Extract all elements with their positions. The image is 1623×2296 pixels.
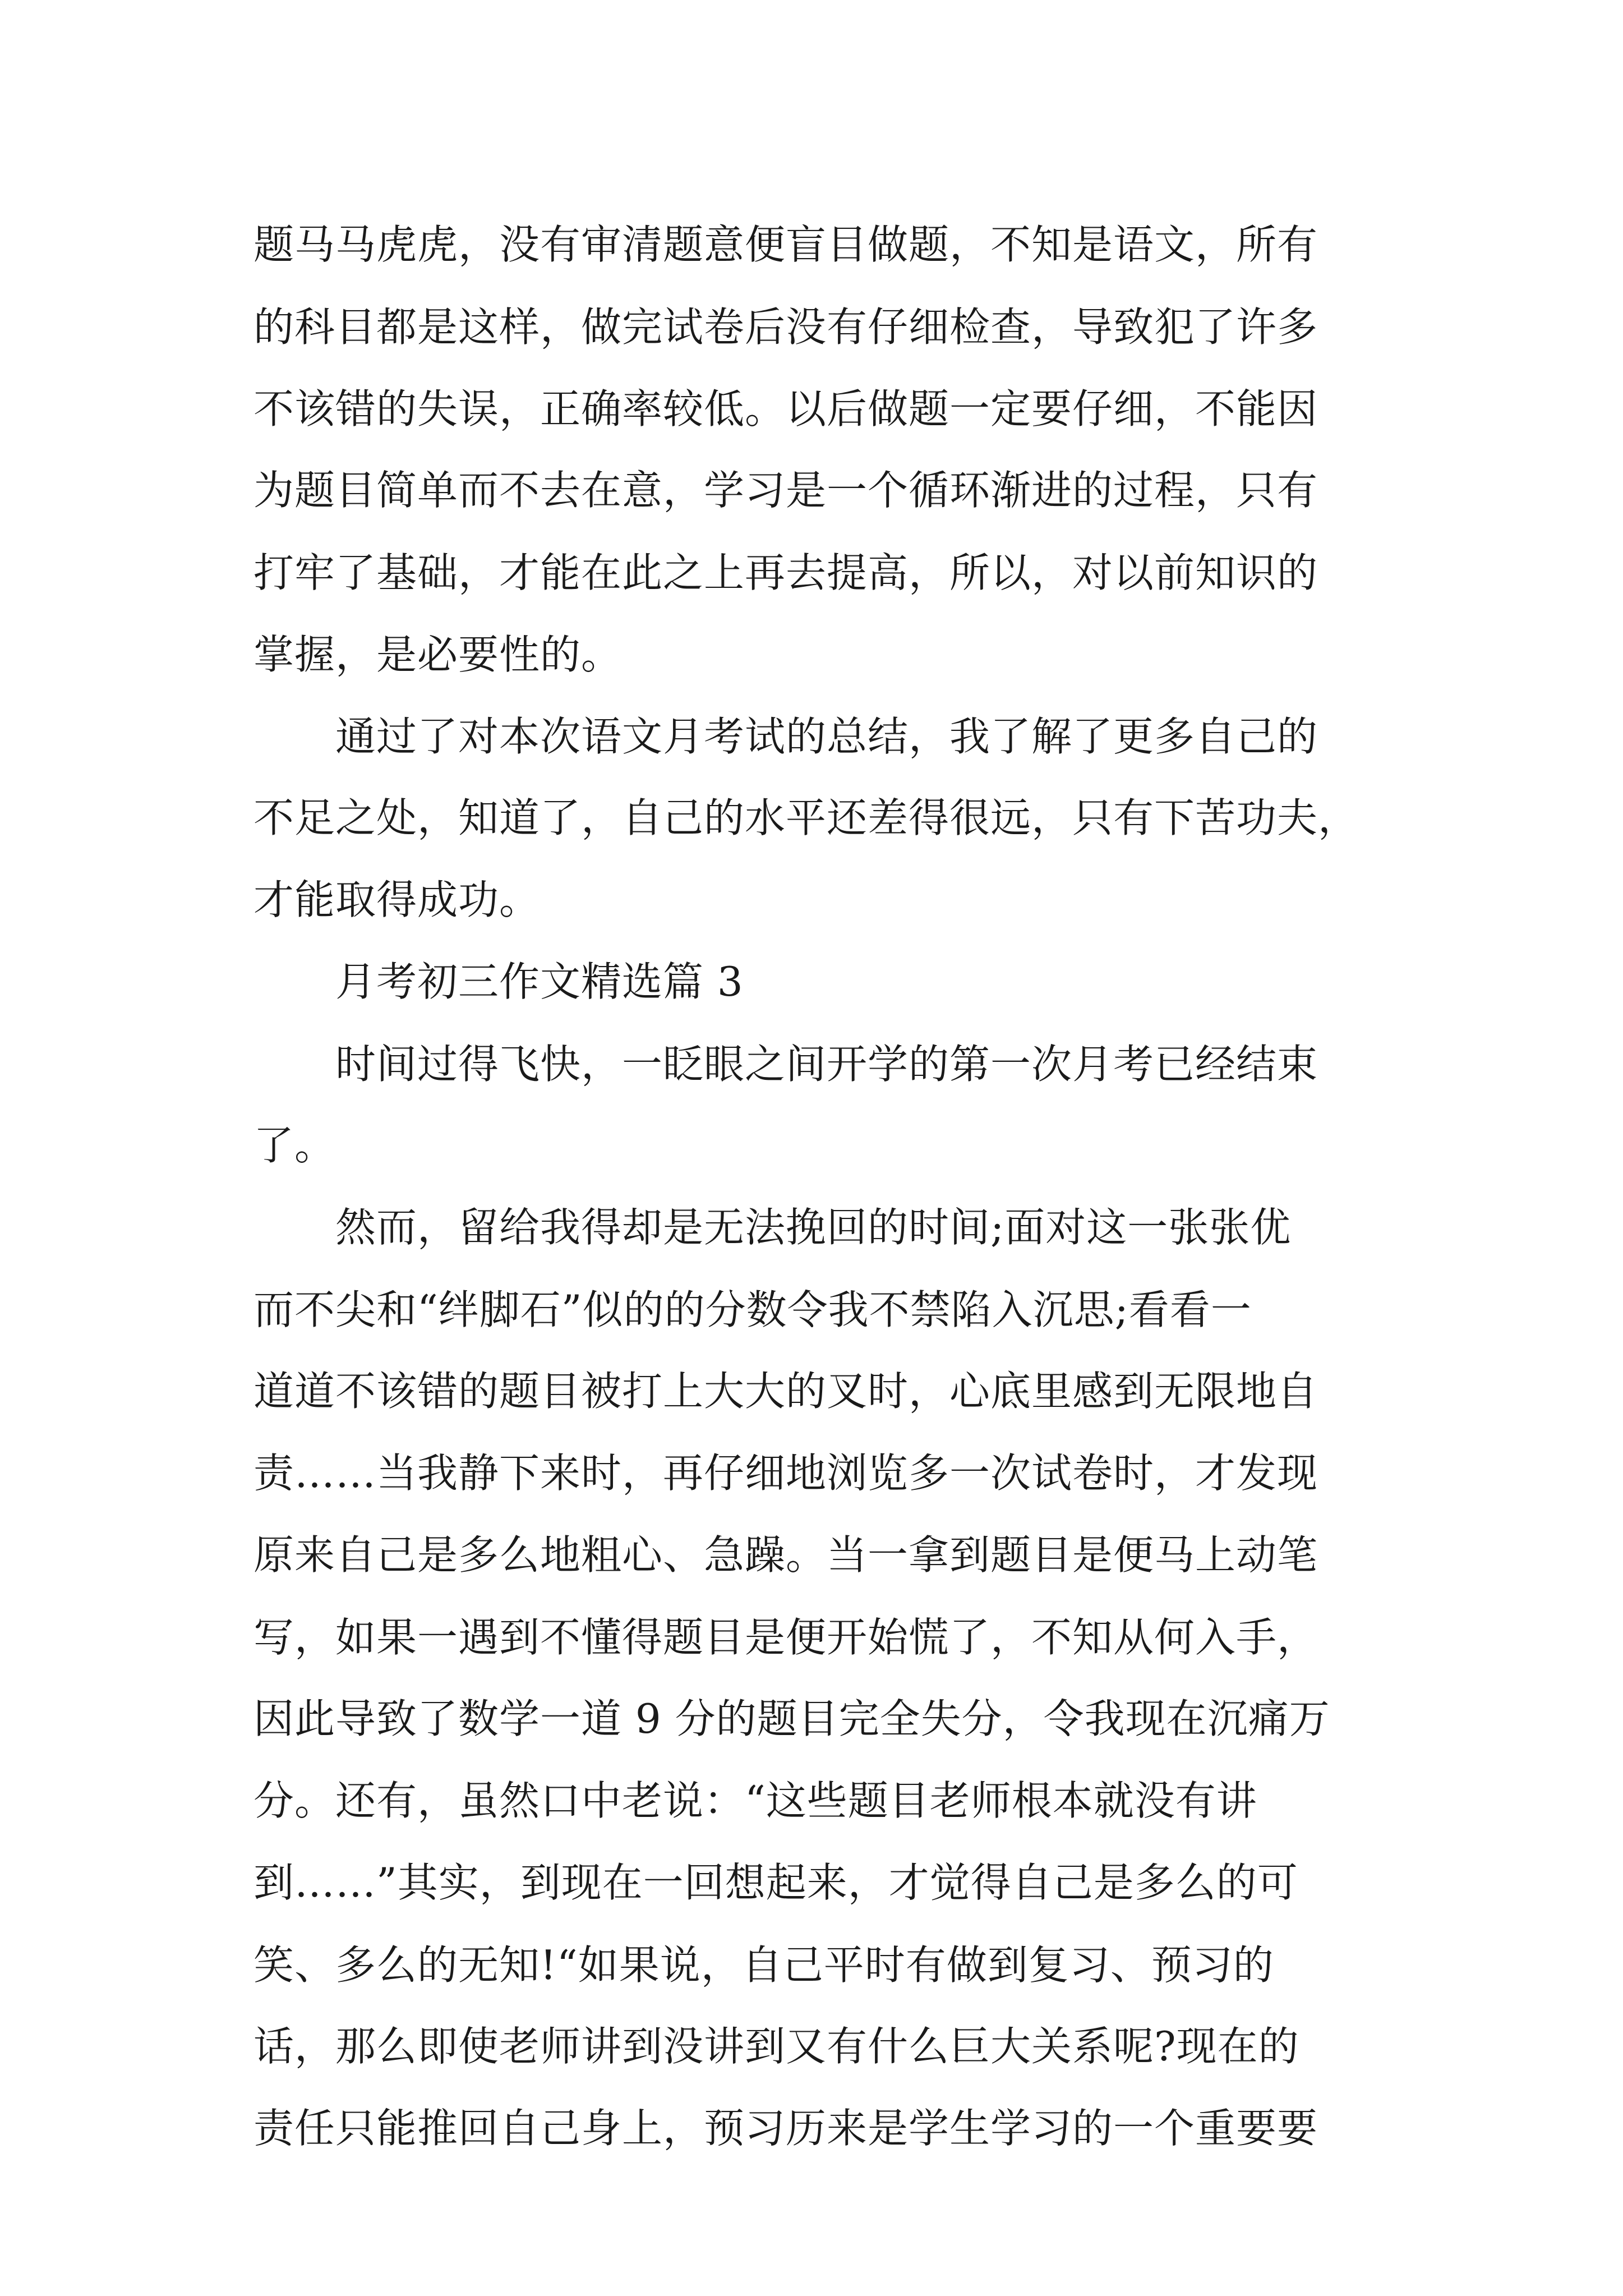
text-line: 责任只能推回自己身上，预习历来是学生学习的一个重要要: [253, 2105, 1318, 2152]
text-line: 不足之处，知道了，自己的水平还差得很远，只有下苦功夫，: [253, 794, 1359, 841]
text-line: 分。还有，虽然口中老说：“这些题目老师根本就没有讲: [253, 1777, 1257, 1824]
text-line: 了。: [253, 1122, 336, 1169]
text-line: 写，如果一遇到不懂得题目是便开始慌了，不知从何入手，: [253, 1614, 1318, 1661]
text-line: 的科目都是这样，做完试卷后没有仔细检查，导致犯了许多: [253, 303, 1318, 351]
text-line: 原来自己是多么地粗心、急躁。当一拿到题目是便马上动笔: [253, 1531, 1318, 1579]
text-line: 时间过得飞快，一眨眼之间开学的第一次月考已经结束: [335, 1041, 1318, 1088]
text-line: 话，那么即使老师讲到没讲到又有什么巨大关系呢?现在的: [253, 2023, 1299, 2070]
text-line: 因此导致了数学一道 9 分的题目完全失分，令我现在沉痛万: [253, 1695, 1330, 1742]
text-line: 才能取得成功。: [253, 876, 541, 923]
text-line: 责……当我静下来时，再仔细地浏览多一次试卷时，才发现: [253, 1450, 1318, 1497]
text-line: 题马马虎虎，没有审清题意便盲目做题，不知是语文，所有: [253, 221, 1318, 268]
text-line: 掌握，是必要性的。: [253, 631, 623, 678]
text-line: 打牢了基础，才能在此之上再去提高，所以，对以前知识的: [253, 549, 1318, 596]
text-line: 不该错的失误，正确率较低。以后做题一定要仔细，不能因: [253, 385, 1318, 432]
text-line: 通过了对本次语文月考试的总结，我了解了更多自己的: [335, 713, 1318, 760]
text-line: 道道不该错的题目被打上大大的叉时，心底里感到无限地自: [253, 1368, 1318, 1415]
section-heading: 月考初三作文精选篇 3: [335, 958, 744, 1005]
text-line: 然而，留给我得却是无法挽回的时间;面对这一张张优: [335, 1204, 1292, 1251]
text-line: 笑、多么的无知!“如果说，自己平时有做到复习、预习的: [253, 1941, 1274, 1989]
text-line: 到……”其实，到现在一回想起来，才觉得自己是多么的可: [253, 1859, 1298, 1906]
text-line: 为题目简单而不去在意，学习是一个循环渐进的过程，只有: [253, 467, 1318, 514]
text-line: 而不尖和“绊脚石”似的的分数令我不禁陷入沉思;看看一: [253, 1286, 1252, 1333]
